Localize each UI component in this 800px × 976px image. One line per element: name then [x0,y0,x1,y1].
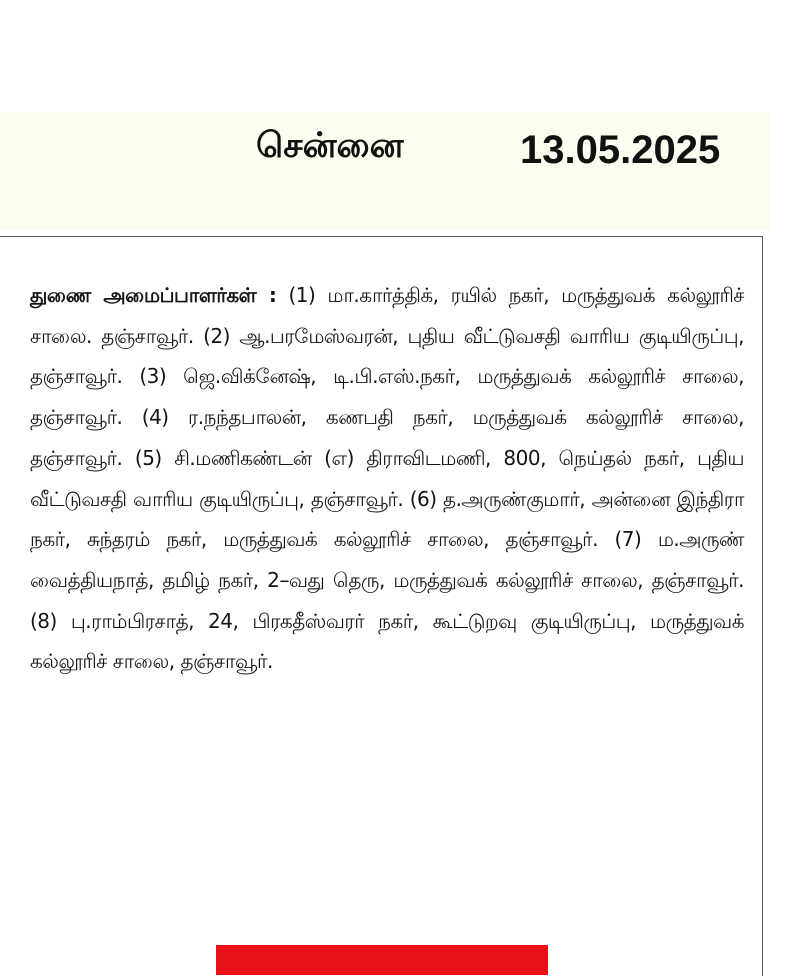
masthead-city: சென்னை [256,126,404,166]
article-paragraph [30,275,744,682]
red-banner [216,945,548,975]
article-lead-label: துணை அமைப்பாளர்கள் : [30,283,277,307]
masthead-date: 13.05.2025 [520,128,721,172]
article-body-text: (1) மா.கார்த்திக், ரயில் நகர், மருத்துவக் கல்லூரிச் சாலை. தஞ்சாவூர். (2) ஆ.பரமேஸ்வரன், புதிய வீட்டுவசதி வாரிய குடியிருப்பு, தஞ்சாவூர். (3) ஜெ.விக்னேஷ், டி.பி.எஸ்.நகர், மருத்துவக் கல்லூரிச் சாலை, தஞ்சாவூர். (4) ர.நந்தபாலன், கணபதி நகர், மருத்துவக் கல்லூரிச் சாலை, தஞ்சாவூர். (5) சி.மணிகண்டன் (எ) திராவிடமணி, 800, நெய்தல் நகர், புதிய வீட்டுவசதி வாரிய குடியிருப்பு, தஞ்சாவூர். (6) த.அருண்குமார், அன்னை இந்திரா நகர், சுந்தரம் நகர், மருத்துவக் கல்லூரிச் சாலை, தஞ்சாவூர். (7) ம.அருண் வைத்தியநாத், தமிழ் நகர், 2–வது தெரு, மருத்துவக் கல்லூரிச் சாலை, தஞ்சாவூர். (8) பு.ராம்பிரசாத், 24, பிரகதீஸ்வரர் நகர், கூட்டுறவு குடியிருப்பு, மருத்துவக் கல்லூரிச் சாலை, தஞ்சாவூர். [30,283,744,674]
